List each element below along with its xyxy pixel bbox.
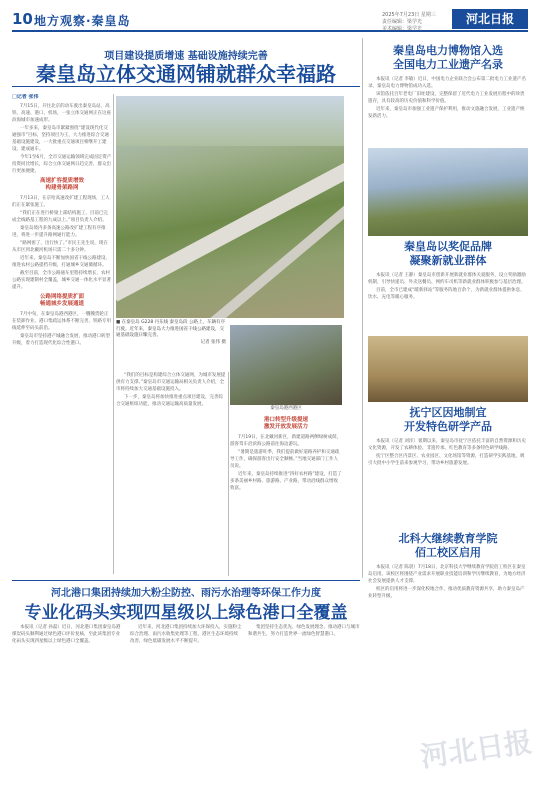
paragraph: 近年来，秦皇岛持续推进“四好农村路”建设，打造了多条美丽乡村路、旅游路、产业路，带动沿线群众增收致富。 [230,472,342,491]
headline-line: 北科大继续教育学院 [398,532,498,545]
designer-line: 美术编辑：梁学光 [382,26,423,32]
lead-small-photo [230,325,342,405]
headline-line: 秦皇岛以奖促品牌 [404,240,492,253]
paragraph: “我们正在进行桥梁上部结构施工，目前已完成全线路基工程的九成以上。”项目负责人介绍。 [12,211,108,223]
paragraph: 一年多来，秦皇岛市紧紧围绕“建设现代化交通强市”目标，坚持项目为王，大力推进综合交通基础设施建设，一大批重点交通项目相继开工建设、建成通车。 [12,126,109,152]
paragraph: 下一步，秦皇岛将加快推进重点项目建设，完善综合交通枢纽功能，推动交通运输高质量发展。 [116,395,223,407]
paragraph: 7月中旬，在秦皇岛港西港区，一艘艘货轮正在装卸作业。港口集疏运体系不断完善，铁路专用线延伸至码头前沿。 [12,312,111,331]
headline-line: 秦皇岛电力博物馆入选 [393,44,503,57]
subhead-line-2: 畅通城乡发展通道 [39,301,84,307]
paragraph: 本报讯（记者 刘洋）暑期以来，秦皇岛市抚宁区依托丰富的自然资源和历史文化资源，开发了农耕体验、非遗传承、红色教育等多条特色研学线路。 [368,439,526,451]
photo-credit: 记者 张伟 摄 [200,339,226,345]
date-line: 2025年7月23日 星期三 [382,12,436,18]
bottom-column-1 [12,624,124,780]
lead-byline: □记者 张伟 [12,94,39,100]
headline-line: 全国电力工业遗产名录 [393,58,503,71]
column-divider [113,94,114,574]
paragraph: 7月15日，开往北京的动车驶出秦皇岛站，高铁、高速、港口、机场，一张立体交通网正在这座滨海城市加速成形。 [12,104,111,123]
bottom-rule [12,580,360,581]
masthead-meta [382,12,452,33]
paragraph: 7月19日，在北戴河新区，新建道路两侧绿树成荫，游客驾车沿滨海公路前往海边游玩。 [230,435,342,447]
paragraph: 今年1至6月，全市交通运输领域完成固定资产投资同比增长，综合立体交通网日趋完善，群众出行更加便捷。 [12,155,112,174]
right-article-3-photo [368,336,528,402]
watermark-logo: 河北日报 [418,725,534,774]
paragraph: 集团坚持生态优先、绿色发展理念，推动港口与城市和谐共生，努力打造世界一流绿色智慧港口。 [248,625,360,637]
paragraph: 目前，全市已建成“暖新驿站”等服务阵地百余个，为新就业群体提供休息、饮水、充电等暖心服务。 [368,288,525,300]
headline-line: 凝聚新就业群体 [409,254,487,267]
paragraph: “我们的目标是构建综合立体交通网，为城市发展提供有力支撑。”秦皇岛市交通运输局相关负责人介绍，全市将持续加大交通基础设施投入。 [116,373,226,392]
subhead-line-2: 激发开放发展活力 [263,424,308,430]
paragraph: 近年来，河北港口集团持续加大环保投入，实施粉尘综合治理、雨污水收集处理等工程，港区生态环境持续改善，绿色低碳发展水平不断提升。 [130,625,242,644]
lead-rule [12,86,360,87]
subhead [12,178,112,192]
paragraph: “路网密了，出行快了。”市民王先生说，现在从市区到北戴河机场只需二十多分钟。 [12,241,108,253]
caption-text: ■ 在秦皇岛 G228 丹东线 秦皇岛段 公路上，车辆有序行驶。近年来，秦皇岛大力推进国省干线公路建设，交通基础设施日臻完善。 [116,320,225,338]
subhead-line-1: 高速扩容提质增效 [39,178,84,184]
right-article-1-headline [368,44,528,72]
subhead [12,294,112,308]
small-photo-caption: 秦皇岛港西港区 [270,406,302,411]
right-article-1-body [368,76,528,146]
bottom-column-3 [248,624,360,780]
paragraph: 本报讯（记者 陈晨）7月18日，北京科技大学继续教育学院佰工校区在秦皇岛启用。该校区将围绕产业需求开展职业技能培训和学历继续教育，为地方经济社会发展提供人才支撑。 [368,565,526,584]
paragraph: “暑期是旅游旺季，我们提前做好道路养护和交通疏导工作，确保游客出行安全顺畅。”当地交通部门工作人员说。 [230,450,340,469]
right-article-2-body [368,272,528,332]
paragraph: 该馆依托百年老电厂旧址建设，完整保留了近代电力工业发展历程中的珍贵遗存，具有较高的历史价值和科学价值。 [368,92,525,104]
paragraph: 截至目前，全市公路通车里程持续增长，农村公路实现建制村全覆盖，城乡交通一体化水平显著提升。 [12,271,111,290]
bottom-kicker: 河北港口集团持续加大粉尘防控、雨污水治理等环保工作力度 [51,588,321,599]
section-name: 地方观察·秦皇岛 [34,14,131,28]
lead-headline: 秦皇岛立体交通网铺就群众幸福路 [36,62,336,86]
photo-sky [116,96,344,146]
paragraph: 秦皇岛境内多条高速公路改扩建工程有序推进，将进一步提升路网通行能力。 [12,226,106,238]
page-number: 10 [12,10,33,28]
paragraph: 抚宁区整合区内景区、农业园区、文化场馆等资源，打造研学实践基地，吸引大批中小学生前来参观学习，带动乡村旅游发展。 [368,454,525,466]
paragraph: 本报讯（记者 王静）秦皇岛市创新开展新就业群体关爱服务，设立奖励激励机制，引导快递员、外卖送餐员、网约车司机等新就业群体积极参与基层治理。 [368,273,526,285]
lead-column-4 [230,414,342,576]
lead-column-1 [12,94,112,574]
paragraph: 本报讯（记者 孙磊）近日，河北港口集团秦皇岛港煤炭码头顺利通过绿色港口评价复核，至此该集团专业化码头实现四星级以上绿色港口全覆盖。 [12,625,121,644]
bottom-headline: 专业化码头实现四星级以上绿色港口全覆盖 [24,603,348,623]
masthead [12,8,528,32]
paragraph: 秦皇岛市坚持港产城融合发展，推动港口转型升级，着力打造现代化综合性港口。 [12,334,110,346]
subhead-line-2: 构建骨架路网 [45,185,79,191]
lead-photo-caption [116,320,226,346]
right-article-3-body [368,438,528,524]
subhead-line-1: 港口转型升级提速 [263,417,308,423]
headline-line: 抚宁区因地制宜 [409,406,487,419]
paragraph: 7月13日，在京哈高速改扩建工程现场，工人们正在紧张施工。 [12,196,110,208]
right-article-4-headline [368,532,528,560]
newspaper-logo: 河北日报 [452,9,528,29]
paragraph: 近年来，秦皇岛市加强工业遗产保护利用，推动文旅融合发展，工业遗产焕发新活力。 [368,107,525,119]
paragraph: 校区的启用将进一步深化校地合作，推动优质教育资源共享，助力秦皇岛产业转型升级。 [368,587,525,599]
right-article-3-headline [368,406,528,434]
headline-line: 开发特色研学产品 [404,420,492,433]
editor-line: 责任编辑：梁学光 [382,19,423,25]
column-divider [228,372,229,576]
paragraph: 近年来，秦皇岛不断加快国省干线公路建设，推进农村公路提档升级，打通城乡交通微循环。 [12,256,110,268]
right-article-2-headline [368,240,528,268]
lead-photo [116,96,344,318]
lead-column-3 [116,372,226,576]
paragraph: 本报讯（记者 李敏）近日，中国电力企业联合会公布第二批电力工业遗产名录，秦皇岛电力博物馆成功入选。 [368,77,526,89]
section-divider [362,38,363,578]
subhead-line-1: 公路网络提质扩面 [39,294,84,300]
lead-kicker: 项目建设提质增速 基础设施持续完善 [104,51,268,62]
headline-line: 佰工校区启用 [415,546,481,559]
photo-road [116,147,344,302]
subhead [230,417,342,431]
bottom-column-2 [130,624,242,780]
right-article-1-photo [368,148,528,236]
